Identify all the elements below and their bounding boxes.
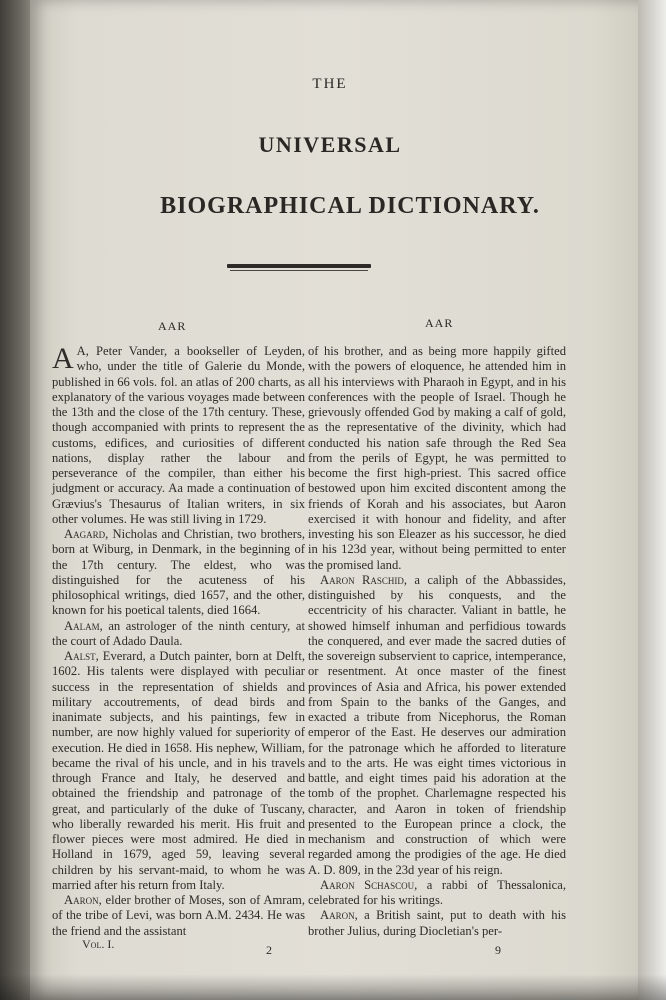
entry-aaron-schascou bbox=[308, 878, 566, 909]
entry-name: Aagard, bbox=[64, 527, 109, 541]
entry-text: Everard, a Dutch painter, born at Delft, 1602. His talents were displayed with peculiar success in the representation of shields and military accoutrements, of dead birds and inanimate subjects, and his paintings, few in number, are now highly valued for superiority of execution. He died in 1658. His nephew, William, became the rival of his uncle, and in his travels through France and Italy, he deserved and obtained the friendship and patronage of the great, and particularly of the duke of Tuscany, who liberally rewarded his merit. His fruit and flower pieces were most admired. He died in Holland in 1679, aged 59, leaving several children by his servant-maid, to whom he was married after his return from Italy. bbox=[52, 649, 305, 892]
entry-name: Aaron Raschid, bbox=[320, 572, 408, 587]
right-column bbox=[308, 344, 566, 939]
entry-text: a rabbi of Thessalonica, celebrated for his writings. bbox=[308, 877, 566, 907]
title-rule-thin bbox=[230, 270, 368, 271]
entry-text: Nicholas and Christian, two brothers, born at Wiburg, in Denmark, in the beginning of the 17th century. The eldest, who was distinguished for the acuteness of his philosophical writings, died 1657, and the other, known for his poetical talents, died 1664. bbox=[52, 527, 305, 618]
entry-aa bbox=[52, 344, 305, 527]
entry-name: Aaron Schascou, bbox=[320, 877, 418, 892]
entry-name: Aaron, bbox=[320, 908, 358, 923]
bottom-shadow bbox=[0, 974, 666, 1000]
title-universal: UNIVERSAL bbox=[258, 132, 402, 157]
entry-aalam bbox=[52, 619, 305, 650]
entry-aaron-continued: of his brother, and as being more happily gifted with the powers of eloquence, he attended him in all his interviews with Pharaoh in Egypt, and in his conferences with the people of Israel. Though he grievously offended God by making a calf of gold, as the representative of the divinity, which had conducted his nation safe through the Red Sea from the perils of Egypt, he was permitted to become the first high-priest. This sacred office bestowed upon him excited discontent among the friends of Korah and his associates, but Aaron exercised it with honour and fidelity, and after investing his son Eleazer as his successor, he died in his 123d year, without being permitted to enter the promised land. bbox=[308, 344, 566, 572]
footer-signature-mark: 2 bbox=[266, 943, 272, 957]
entry-text: elder brother of Moses, son of Amram, of the tribe of Levi, was born A.M. 2434. He was the friend and the assistant bbox=[52, 893, 305, 938]
footer-volume: Vol. I. bbox=[82, 937, 115, 951]
running-head-right: AAR bbox=[425, 316, 454, 330]
book-page bbox=[30, 0, 642, 1000]
entry-name: Aalst, bbox=[64, 649, 99, 663]
background-wall bbox=[638, 0, 666, 1000]
entry-aa-text: A, Peter Vander, a bookseller of Leyden, who, under the title of Galerie du Monde, published in 66 vols. fol. an atlas of 200 charts, as explanatory of the various voyages made between the 13th and the close of the 17th century. These, though accompanied with prints to represent the customs, edifices, and curiosities of different nations, display rather the labour and perseverance of the compiler, than either his judgment or accuracy. Aa made a continuation of Grævius's Thesaurus of Italian writers, in six other volumes. He was still living in 1729. bbox=[52, 344, 305, 526]
entry-text: an astrologer of the ninth century, at the court of Adado Daula. bbox=[52, 618, 305, 648]
title-rule bbox=[227, 264, 371, 268]
entry-aalst bbox=[52, 649, 305, 893]
title-the: THE bbox=[312, 76, 348, 92]
entry-name: Aaron, bbox=[64, 893, 102, 907]
title-biographical-dictionary: BIOGRAPHICAL DICTIONARY. bbox=[160, 193, 540, 219]
footer-page-number: 9 bbox=[495, 943, 501, 957]
entry-text: a British saint, put to death with his brother Julius, during Diocletian's per- bbox=[308, 908, 566, 938]
left-column bbox=[52, 344, 305, 939]
entry-name: Aalam, bbox=[64, 618, 103, 633]
drop-cap: A bbox=[52, 342, 74, 375]
running-head-left: AAR bbox=[158, 319, 187, 333]
entry-text: a caliph of the Abbassides, distinguished by his conquests, and the eccentricity of his character. Valiant in battle, he showed himself inhuman and perfidious towards the conquered, and ever made the sacred duties of the sovereign subservient to caprice, intemperance, or resentment. At once master of the finest provinces of Asia and Africa, his power extended from Spain to the banks of the Ganges, and exacted a tribute from Nicephorus, the Roman emperor of the East. He deserves our admiration for the patronage which he afforded to literature and to the arts. He was eight times victorious in battle, and eight times paid his adoration at the tomb of the prophet. Charlemagne respected his character, and Aaron in token of friendship presented to the European prince a clock, the mechanism and construction of which were regarded among the prodigies of the age. He died A. D. 809, in the 23d year of his reign. bbox=[308, 572, 566, 877]
entry-aagard bbox=[52, 527, 305, 619]
entry-aaron bbox=[52, 893, 305, 939]
entry-aaron-raschid bbox=[308, 573, 566, 878]
entry-aaron-british-saint bbox=[308, 908, 566, 939]
